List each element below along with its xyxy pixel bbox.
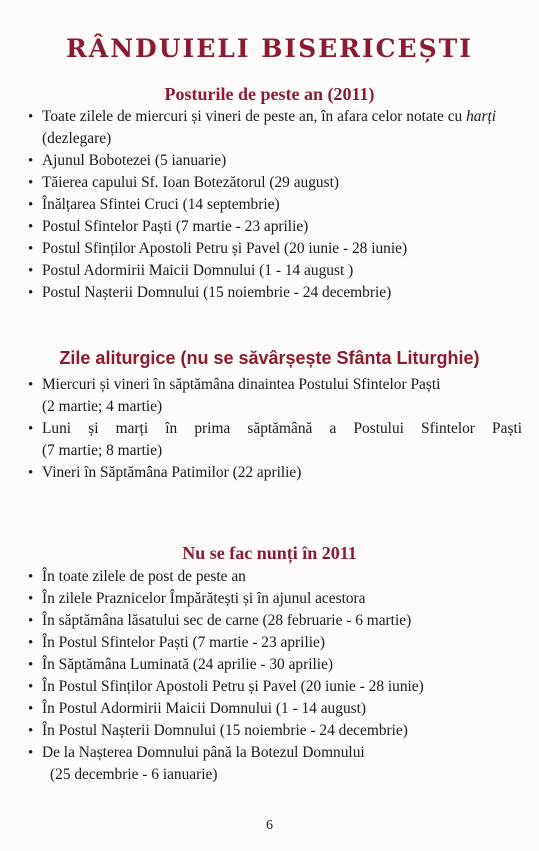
- section-heading-posturi: Posturile de peste an (2011): [164, 84, 375, 104]
- list-item: • De la Nașterea Domnului până la Botezul Domnului (25 decembrie - 6 ianuarie): [28, 742, 522, 786]
- list-item: • Tăierea capului Sf. Ioan Botezătorul (29 august): [28, 172, 522, 194]
- section-heading-nunti: Nu se fac nunți în 2011: [182, 543, 357, 563]
- list-item: • În Postul Nașterii Domnului (15 noiembrie - 24 decembrie): [28, 720, 522, 742]
- section-heading-aliturgice: Zile aliturgice (nu se săvârșește Sfânta Liturghie): [59, 348, 480, 368]
- list-item: • Toate zilele de miercuri și vineri de peste an, în afara celor notate cu harți (dezlegare): [28, 106, 522, 150]
- list-item: • Postul Sfintelor Paști (7 martie - 23 aprilie): [28, 216, 522, 238]
- list-posturi: [28, 106, 522, 304]
- list-item: • În Postul Sfinților Apostoli Petru și Pavel (20 iunie - 28 iunie): [28, 676, 522, 698]
- page-title: RÂNDUIELI BISERICEȘTI: [66, 34, 473, 63]
- list-item: • Postul Sfinților Apostoli Petru și Pavel (20 iunie - 28 iunie): [28, 238, 522, 260]
- list-item: • În Săptămâna Luminată (24 aprilie - 30 aprilie): [28, 654, 522, 676]
- page-number: 6: [266, 818, 273, 833]
- list-item: • Postul Adormirii Maicii Domnului (1 - 14 august ): [28, 260, 522, 282]
- list-item: • Miercuri și vineri în săptămâna dinaintea Postului Sfintelor Paști (2 martie; 4 martie): [28, 374, 522, 418]
- list-aliturgice: [28, 374, 522, 484]
- list-item: • Ajunul Bobotezei (5 ianuarie): [28, 150, 522, 172]
- list-item: • În Postul Sfintelor Paști (7 martie - 23 aprilie): [28, 632, 522, 654]
- list-item: • În Postul Adormirii Maicii Domnului (1 - 14 august): [28, 698, 522, 720]
- list-item: • În săptămâna lăsatului sec de carne (28 februarie - 6 martie): [28, 610, 522, 632]
- list-item: • În zilele Praznicelor Împărătești și în ajunul acestora: [28, 588, 522, 610]
- list-nunti: [28, 566, 522, 786]
- emphasis-text: harți: [466, 108, 497, 125]
- list-item: • Înălțarea Sfintei Cruci (14 septembrie): [28, 194, 522, 216]
- list-item: • Luni și marți în prima săptămână a Postului Sfintelor Paști (7 martie; 8 martie): [28, 418, 522, 462]
- list-item: • Postul Nașterii Domnului (15 noiembrie - 24 decembrie): [28, 282, 522, 304]
- list-item: • În toate zilele de post de peste an: [28, 566, 522, 588]
- list-item: • Vineri în Săptămâna Patimilor (22 aprilie): [28, 462, 522, 484]
